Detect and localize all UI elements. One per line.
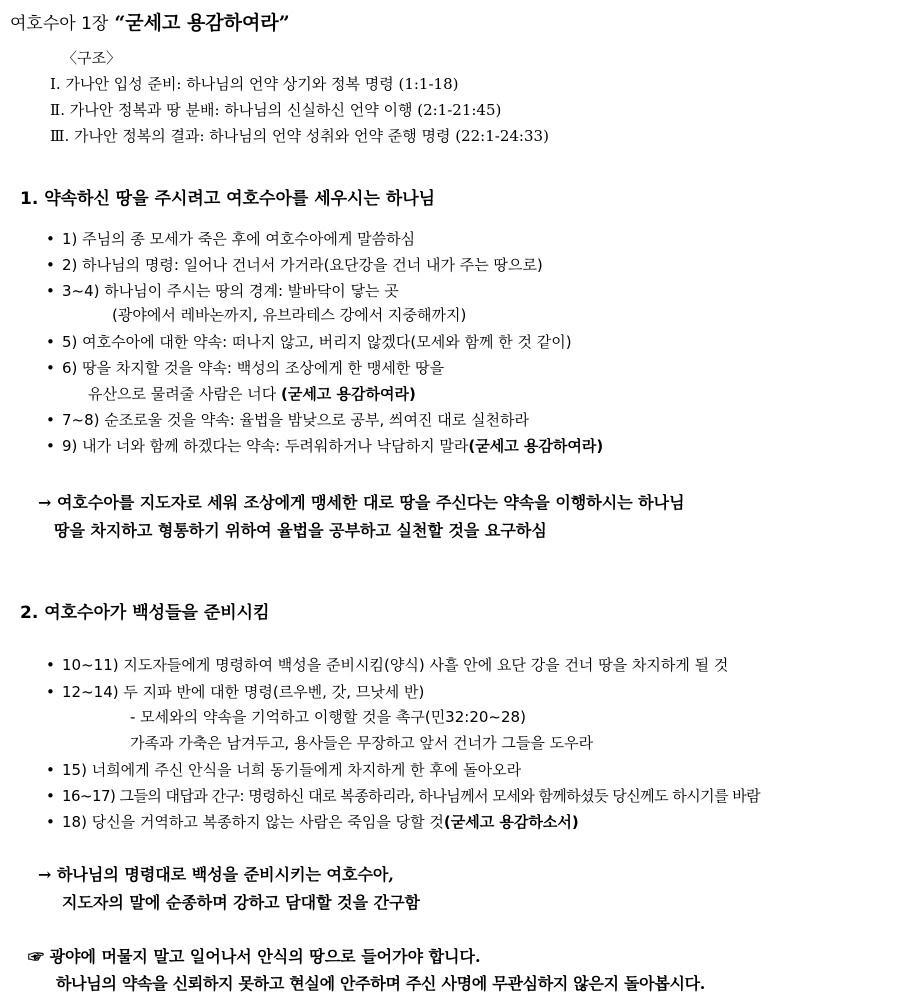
structure-item-1: Ⅰ. 가나안 입성 준비: 하나님의 언약 상기와 정복 명령 (1:1-18) [50,75,459,93]
list-item: • 6) 땅을 차지할 것을 약속: 백성의 조상에게 한 맹세한 땅을 [46,359,445,377]
list-item: • 5) 여호수아에 대한 약속: 떠나지 않고, 버리지 않겠다(모세와 함께 한 것 같이) [46,333,572,351]
section2-summary-line1: → 하나님의 명령대로 백성을 준비시키는 여호수아, [38,865,394,884]
structure-heading: 〈구조〉 [62,49,121,67]
section2-summary-line2: 지도자의 말에 순종하며 강하고 담대할 것을 간구함 [62,893,420,912]
list-item: • 1) 주님의 종 모세가 죽은 후에 여호수아에게 말씀하심 [46,230,416,248]
section1-summary-line1: → 여호수아를 지도자로 세워 조상에게 맹세한 대로 땅을 주신다는 약속을 이행하시는 하나님 [38,493,685,512]
structure-item-2: Ⅱ. 가나안 정복과 땅 분배: 하나님의 신실하신 언약 이행 (2:1-21:45) [50,101,502,119]
list-item: • 7~8) 순조로울 것을 약속: 율법을 밤낮으로 공부, 씌여진 대로 실천하라 [46,411,529,429]
list-item-continuation: (광야에서 레바논까지, 유브라테스 강에서 지중해까지) [112,306,467,324]
list-item: • 9) 내가 너와 함께 하겠다는 약속: 두려워하거나 낙담하지 말라(굳세고 용감하여라) [46,437,604,455]
title-theme: “굳세고 용감하여라” [114,12,290,34]
list-item: • 2) 하나님의 명령: 일어나 건너서 가거라(요단강을 건너 내가 주는 땅으로) [46,256,543,274]
list-item-continuation: 가족과 가축은 남겨두고, 용사들은 무장하고 앞서 건너가 그들을 도우라 [130,734,594,752]
list-item: • 12~14) 두 지파 반에 대한 명령(르우벤, 갓, 므낫세 반) [46,683,425,701]
section1-summary-line2: 땅을 차지하고 형통하기 위하여 율법을 공부하고 실천할 것을 요구하심 [54,521,547,540]
list-item-continuation: - 모세와의 약속을 기억하고 이행할 것을 촉구(민32:20~28) [130,708,526,726]
closing-line1: ☞ 광야에 머물지 말고 일어나서 안식의 땅으로 들어가야 합니다. [28,947,481,966]
closing-line2: 하나님의 약속을 신뢰하지 못하고 현실에 안주하며 주신 사명에 무관심하지 않은지 돌아봅시다. [56,974,706,993]
list-item: • 3~4) 하나님이 주시는 땅의 경계: 발바닥이 닿는 곳 [46,282,399,300]
list-item: • 10~11) 지도자들에게 명령하여 백성을 준비시킴(양식) 사흘 안에 요단 강을 건너 땅을 차지하게 될 것 [46,656,729,674]
structure-item-3: Ⅲ. 가나안 정복의 결과: 하나님의 언약 성취와 언약 준행 명령 (22:1-24:33) [50,127,549,145]
list-item: • 15) 너희에게 주신 안식을 너희 동기들에게 차지하게 한 후에 돌아오라 [46,761,522,779]
list-item-continuation: 유산으로 물려줄 사람은 너다 (굳세고 용감하여라) [88,385,416,403]
section1-heading: 1. 약속하신 땅을 주시려고 여호수아를 세우시는 하나님 [20,189,436,209]
section2-heading: 2. 여호수아가 백성들을 준비시킴 [20,603,270,623]
document-title [10,8,290,35]
title-book: 여호수아 1장 [10,14,109,34]
list-item: • 18) 당신을 거역하고 복종하지 않는 사람은 죽임을 당할 것(굳세고 용감하소서) [46,813,579,831]
list-item: • 16~17) 그들의 대답과 간구: 명령하신 대로 복종하리라, 하나님께서 모세와 함께하셨듯 당신께도 하시기를 바람 [46,787,761,805]
